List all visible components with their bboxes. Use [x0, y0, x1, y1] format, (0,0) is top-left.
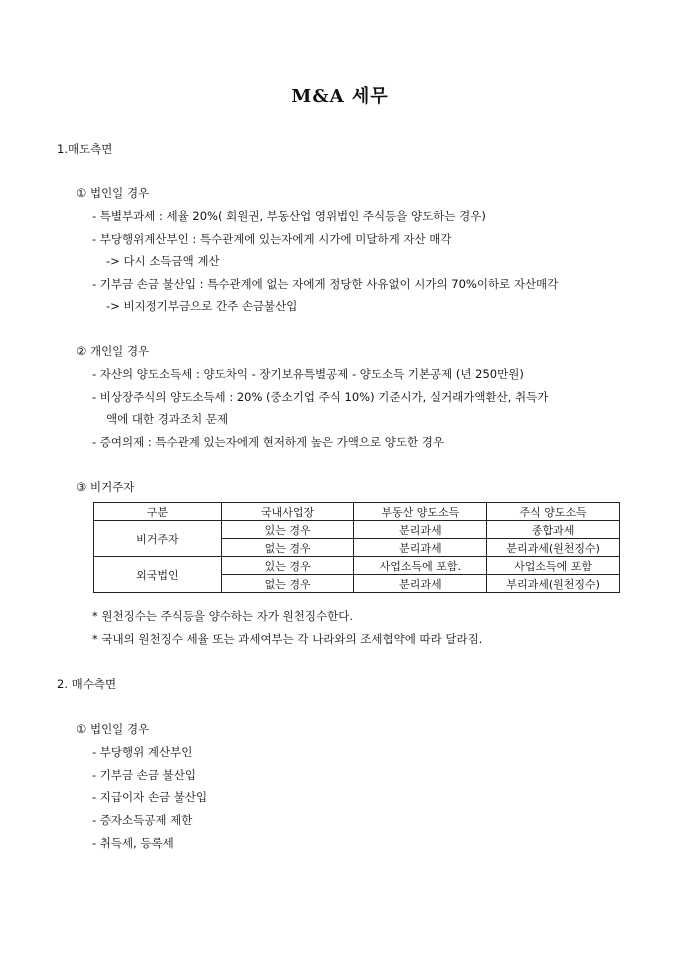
table-cell: 없는 경우 [221, 575, 354, 593]
non-resident-tax-table [93, 502, 620, 593]
table-header-cell: 구분 [94, 503, 222, 521]
table-cell: 있는 경우 [221, 521, 354, 539]
list-item: - 기부금 손금 불산입 [92, 768, 196, 782]
page-title: M&A 세무 [291, 86, 389, 107]
list-item-continuation: -> 비지정기부금으로 간주 손금불산입 [106, 299, 298, 313]
list-item: - 지급이자 손금 불산입 [92, 790, 208, 804]
list-item: - 특별부과세 : 세율 20%( 회원권, 부동산업 영위법인 주식등을 양도하는 경우) [92, 209, 486, 223]
table-row [94, 521, 620, 539]
list-item: - 부당행위 계산부인 [92, 745, 193, 759]
table-cell: 있는 경우 [221, 557, 354, 575]
footnote: * 원천징수는 주식등을 양수하는 자가 원천징수한다. [92, 609, 353, 623]
list-item-continuation: 액에 대한 경과조치 문제 [106, 412, 229, 426]
table-cell: 분리과세 [354, 575, 487, 593]
list-item: - 증자소득공제 제한 [92, 813, 193, 827]
table-cell: 사업소득에 포함. [354, 557, 487, 575]
table-header-cell: 주식 양도소득 [487, 503, 620, 521]
list-item: - 부당행위계산부인 : 특수관계에 있는자에게 시가에 미달하게 자산 매각 [92, 232, 452, 246]
table-cell: 부리과세(원천징수) [487, 575, 620, 593]
section-buy-side-heading: 2. 매수측면 [57, 677, 117, 691]
table-cell: 없는 경우 [221, 539, 354, 557]
table-cell: 사업소득에 포함 [487, 557, 620, 575]
list-item: - 증여의제 : 특수관계 있는자에게 현저하게 높은 가액으로 양도한 경우 [92, 435, 444, 449]
list-item: - 자산의 양도소득세 : 양도차익 - 장기보유특별공제 - 양도소득 기본공제 (년 250만원) [92, 367, 524, 381]
list-item: - 취득세, 등록세 [92, 836, 174, 850]
list-item: - 비상장주식의 양도소득세 : 20% (중소기업 주식 10%) 기준시가, 실거래가액환산, 취득가 [92, 390, 549, 404]
footnote: * 국내의 원천징수 세율 또는 과세여부는 각 나라와의 조세협약에 따라 달라짐. [92, 632, 483, 646]
table-cell: 분리과세 [354, 539, 487, 557]
list-item: - 기부금 손금 불산입 : 특수관계에 없는 자에게 정당한 사유없이 시가의 70%이하로 자산매각 [92, 277, 559, 291]
table-header-cell: 부동산 양도소득 [354, 503, 487, 521]
table-cell: 분리과세 [354, 521, 487, 539]
table-cell: 종합과세 [487, 521, 620, 539]
corporate-case-heading: ① 법인일 경우 [76, 722, 150, 736]
table-group-cell: 비거주자 [94, 521, 222, 557]
table-group-cell: 외국법인 [94, 557, 222, 593]
list-item-continuation: -> 다시 소득금액 계산 [106, 254, 220, 268]
table-header-row [94, 503, 620, 521]
table-cell: 분리과세(원천징수) [487, 539, 620, 557]
table-row [94, 557, 620, 575]
non-resident-heading: ③ 비거주자 [76, 480, 135, 494]
individual-case-heading: ② 개인일 경우 [76, 344, 150, 358]
section-sell-side-heading: 1.매도측면 [57, 142, 113, 156]
corporate-case-heading: ① 법인일 경우 [76, 186, 150, 200]
table-header-cell: 국내사업장 [221, 503, 354, 521]
